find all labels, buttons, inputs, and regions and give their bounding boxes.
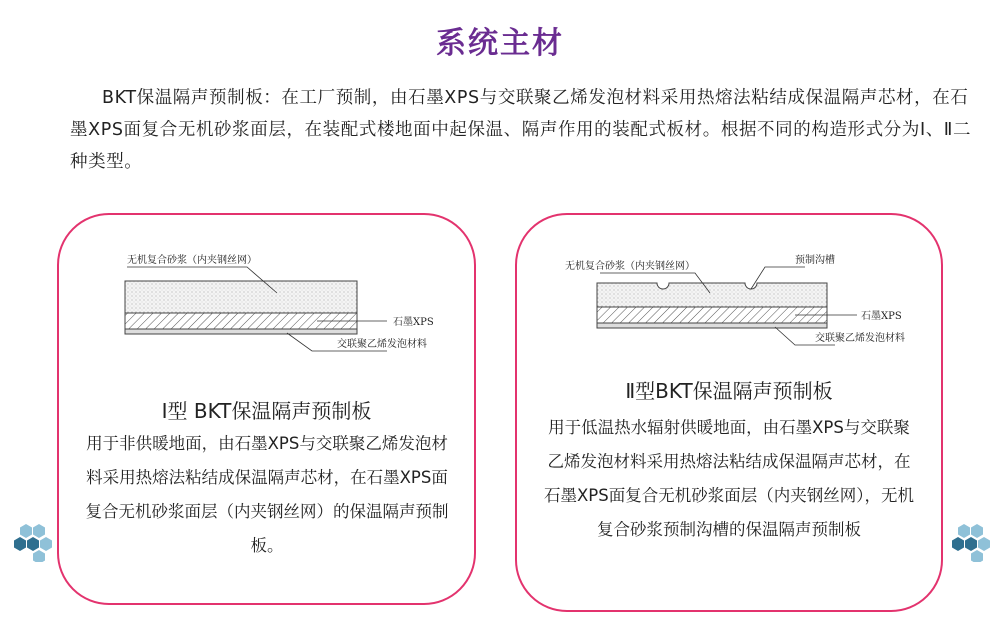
type2-label-mortar: 无机复合砂浆（内夹钢丝网）: [565, 261, 695, 272]
intro-paragraph: BKT保温隔声预制板：在工厂预制，由石墨XPS与交联聚乙烯发泡材料采用热熔法粘结成保温隔声芯材，在石墨XPS面复合无机砂浆面层，在装配式楼地面中起保温、隔声作用的装配式板材。根据不同的构造形式分为Ⅰ、Ⅱ二种类型。: [70, 88, 972, 172]
type2-pe-layer: [597, 323, 827, 328]
type2-label-groove: 预制沟槽: [795, 255, 835, 266]
type1-title: Ⅰ型 BKT保温隔声预制板: [161, 399, 372, 423]
hexagon-decoration-left-icon: [12, 522, 54, 566]
type1-pe-layer: [125, 329, 357, 334]
type1-label-pe: 交联聚乙烯发泡材料: [337, 339, 427, 350]
type2-card: [515, 213, 943, 612]
type1-label-xps: 石墨XPS: [393, 317, 434, 328]
type2-label-pe: 交联聚乙烯发泡材料: [815, 333, 905, 344]
type2-title: Ⅱ型BKT保温隔声预制板: [625, 379, 833, 403]
type1-label-mortar: 无机复合砂浆（内夹钢丝网）: [127, 255, 257, 266]
page-title: 系统主材: [436, 26, 564, 61]
hexagon-decoration-right-icon: [950, 522, 992, 566]
type2-diagram: [545, 245, 925, 355]
type2-description: 用于低温热水辐射供暖地面，由石墨XPS与交联聚乙烯发泡材料采用热熔法粘结成保温隔声芯材，在石墨XPS面复合无机砂浆面层（内夹钢丝网），无机复合砂浆预制沟槽的保温隔声预制板: [544, 418, 914, 539]
type2-label-xps: 石墨XPS: [861, 311, 902, 322]
type1-description: 用于非供暖地面，由石墨XPS与交联聚乙烯发泡材料采用热熔法粘结成保温隔声芯材，在石墨XPS面复合无机砂浆面层（内夹钢丝网）的保温隔声预制板。: [85, 434, 449, 555]
type2-xps-layer: [597, 307, 827, 323]
type1-card: [57, 213, 476, 605]
type1-diagram: [87, 243, 457, 353]
